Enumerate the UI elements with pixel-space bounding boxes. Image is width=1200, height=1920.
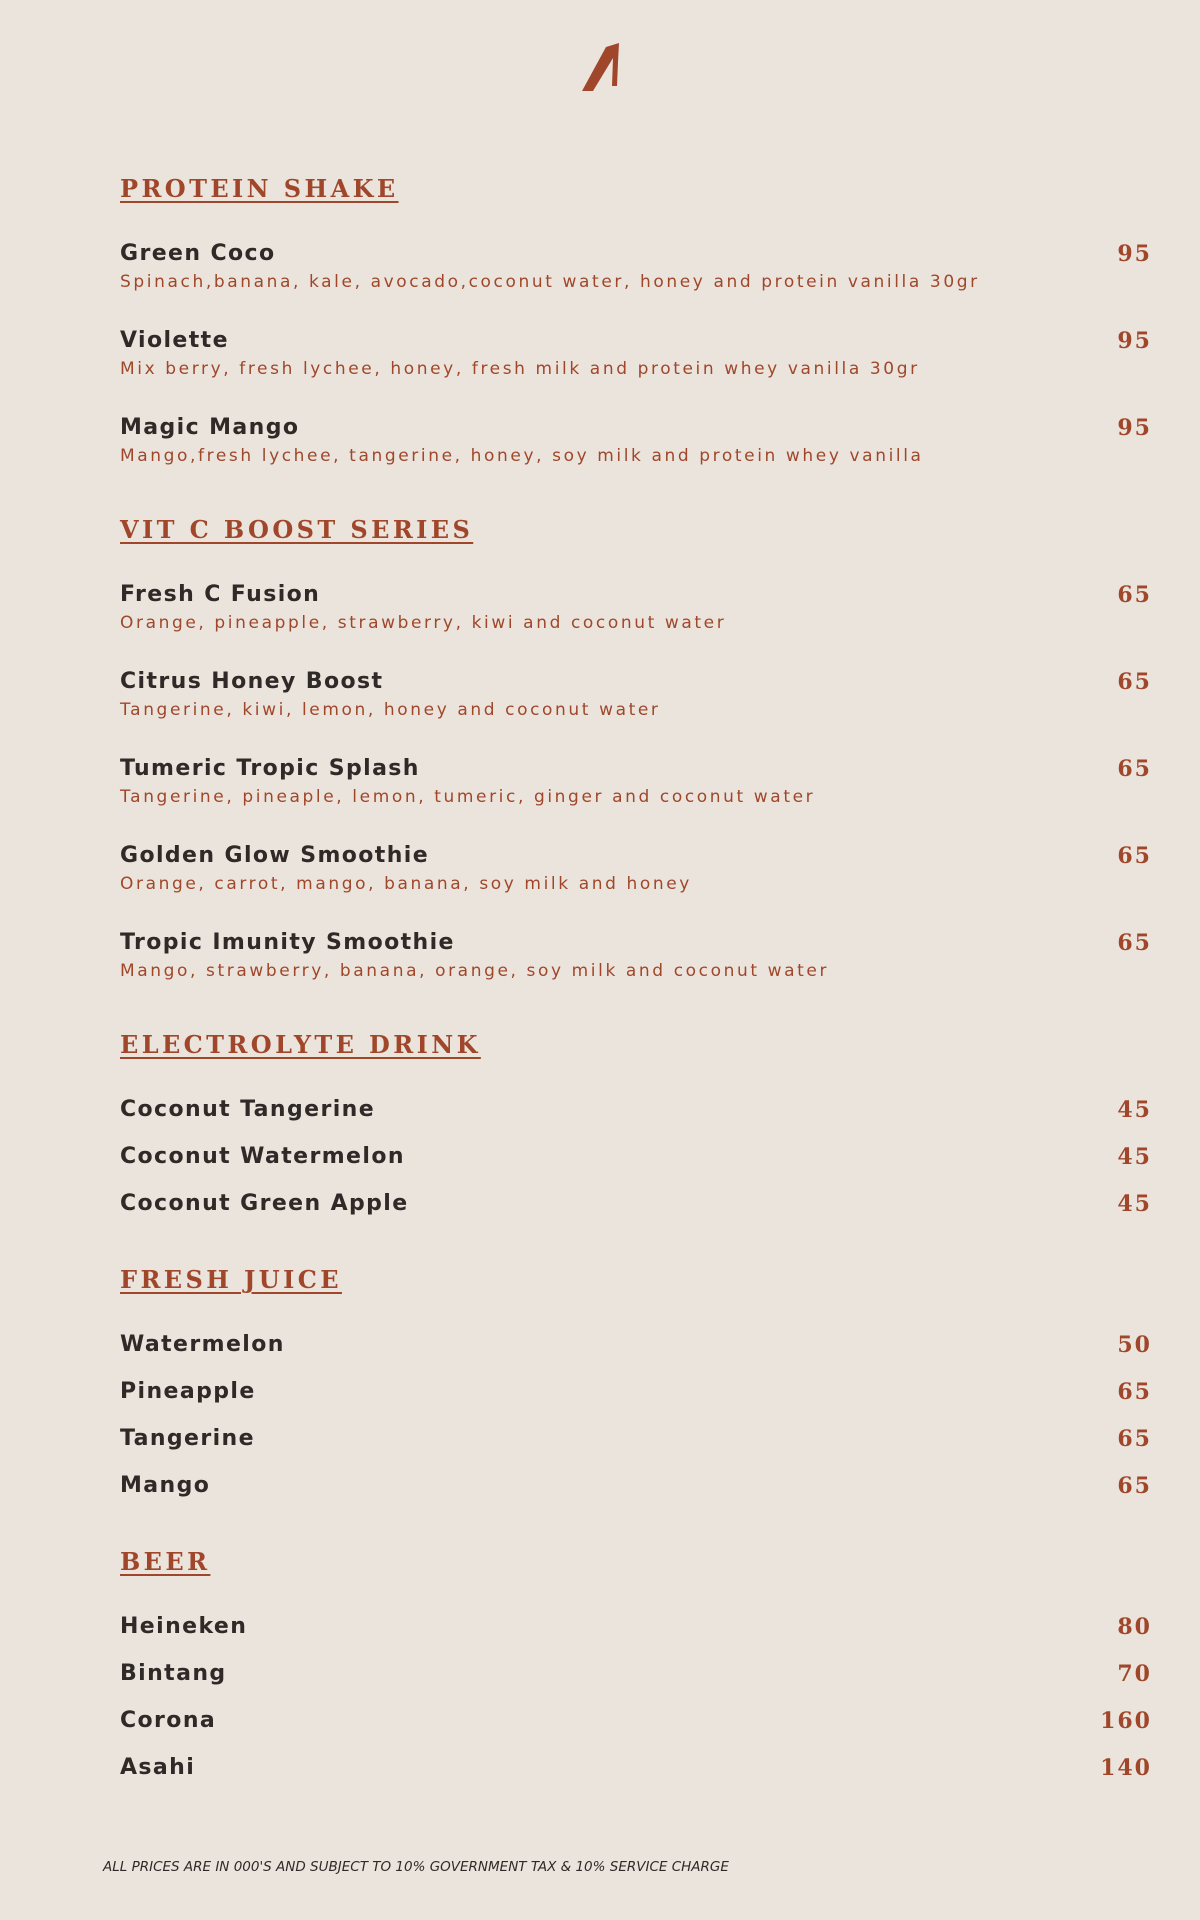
item-description-green-coco: Spinach,banana, kale, avocado,coconut water, honey and protein vanilla 30gr (120, 272, 980, 292)
item-price-pineapple: 65 (1117, 1379, 1152, 1405)
item-name-magic-mango: Magic Mango (120, 415, 300, 440)
item-price-tangerine: 65 (1117, 1426, 1152, 1452)
item-name-tumeric-tropic-splash: Tumeric Tropic Splash (120, 756, 420, 781)
item-name-tropic-imunity-smoothie: Tropic Imunity Smoothie (120, 930, 455, 955)
item-price-violette: 95 (1117, 328, 1152, 354)
item-name-mango: Mango (120, 1473, 211, 1498)
item-name-corona: Corona (120, 1708, 217, 1733)
item-price-tumeric-tropic-splash: 65 (1117, 756, 1152, 782)
item-price-golden-glow-smoothie: 65 (1117, 843, 1152, 869)
section-title-beer: BEER (120, 1547, 211, 1576)
item-description-citrus-honey-boost: Tangerine, kiwi, lemon, honey and coconut water (120, 700, 661, 720)
item-name-pineapple: Pineapple (120, 1379, 256, 1404)
section-title-protein-shake: PROTEIN SHAKE (120, 174, 399, 203)
item-price-coconut-tangerine: 45 (1117, 1097, 1152, 1123)
footer-price-note: ALL PRICES ARE IN 000'S AND SUBJECT TO 10% GOVERNMENT TAX & 10% SERVICE CHARGE (103, 1859, 729, 1875)
item-price-citrus-honey-boost: 65 (1117, 669, 1152, 695)
item-price-coconut-green-apple: 45 (1117, 1191, 1152, 1217)
item-name-golden-glow-smoothie: Golden Glow Smoothie (120, 843, 430, 868)
item-price-coconut-watermelon: 45 (1117, 1144, 1152, 1170)
item-description-tropic-imunity-smoothie: Mango, strawberry, banana, orange, soy milk and coconut water (120, 961, 830, 981)
item-name-watermelon: Watermelon (120, 1332, 285, 1357)
item-name-coconut-green-apple: Coconut Green Apple (120, 1191, 409, 1216)
item-price-magic-mango: 95 (1117, 415, 1152, 441)
item-price-green-coco: 95 (1117, 241, 1152, 267)
item-price-mango: 65 (1117, 1473, 1152, 1499)
item-price-fresh-c-fusion: 65 (1117, 582, 1152, 608)
section-title-vit-c-boost-series: VIT C BOOST SERIES (120, 515, 474, 544)
item-name-bintang: Bintang (120, 1661, 227, 1686)
item-name-violette: Violette (120, 328, 229, 353)
slanted-a-logo-icon (576, 42, 624, 92)
item-description-violette: Mix berry, fresh lychee, honey, fresh milk and protein whey vanilla 30gr (120, 359, 920, 379)
item-name-asahi: Asahi (120, 1755, 196, 1780)
item-price-asahi: 140 (1100, 1755, 1152, 1781)
section-title-fresh-juice: FRESH JUICE (120, 1265, 342, 1294)
logo-mark (582, 43, 619, 91)
item-description-magic-mango: Mango,fresh lychee, tangerine, honey, soy milk and protein whey vanilla (120, 446, 924, 466)
item-price-heineken: 80 (1117, 1614, 1152, 1640)
item-description-tumeric-tropic-splash: Tangerine, pineaple, lemon, tumeric, ginger and coconut water (120, 787, 816, 807)
item-description-golden-glow-smoothie: Orange, carrot, mango, banana, soy milk and honey (120, 874, 692, 894)
item-price-bintang: 70 (1117, 1661, 1152, 1687)
section-title-electrolyte-drink: ELECTROLYTE DRINK (120, 1030, 481, 1059)
item-name-green-coco: Green Coco (120, 241, 276, 266)
item-name-coconut-tangerine: Coconut Tangerine (120, 1097, 376, 1122)
item-name-citrus-honey-boost: Citrus Honey Boost (120, 669, 384, 694)
item-name-fresh-c-fusion: Fresh C Fusion (120, 582, 321, 607)
item-name-tangerine: Tangerine (120, 1426, 255, 1451)
item-description-fresh-c-fusion: Orange, pineapple, strawberry, kiwi and coconut water (120, 613, 727, 633)
item-price-watermelon: 50 (1117, 1332, 1152, 1358)
item-price-corona: 160 (1100, 1708, 1152, 1734)
item-name-coconut-watermelon: Coconut Watermelon (120, 1144, 405, 1169)
item-price-tropic-imunity-smoothie: 65 (1117, 930, 1152, 956)
item-name-heineken: Heineken (120, 1614, 248, 1639)
